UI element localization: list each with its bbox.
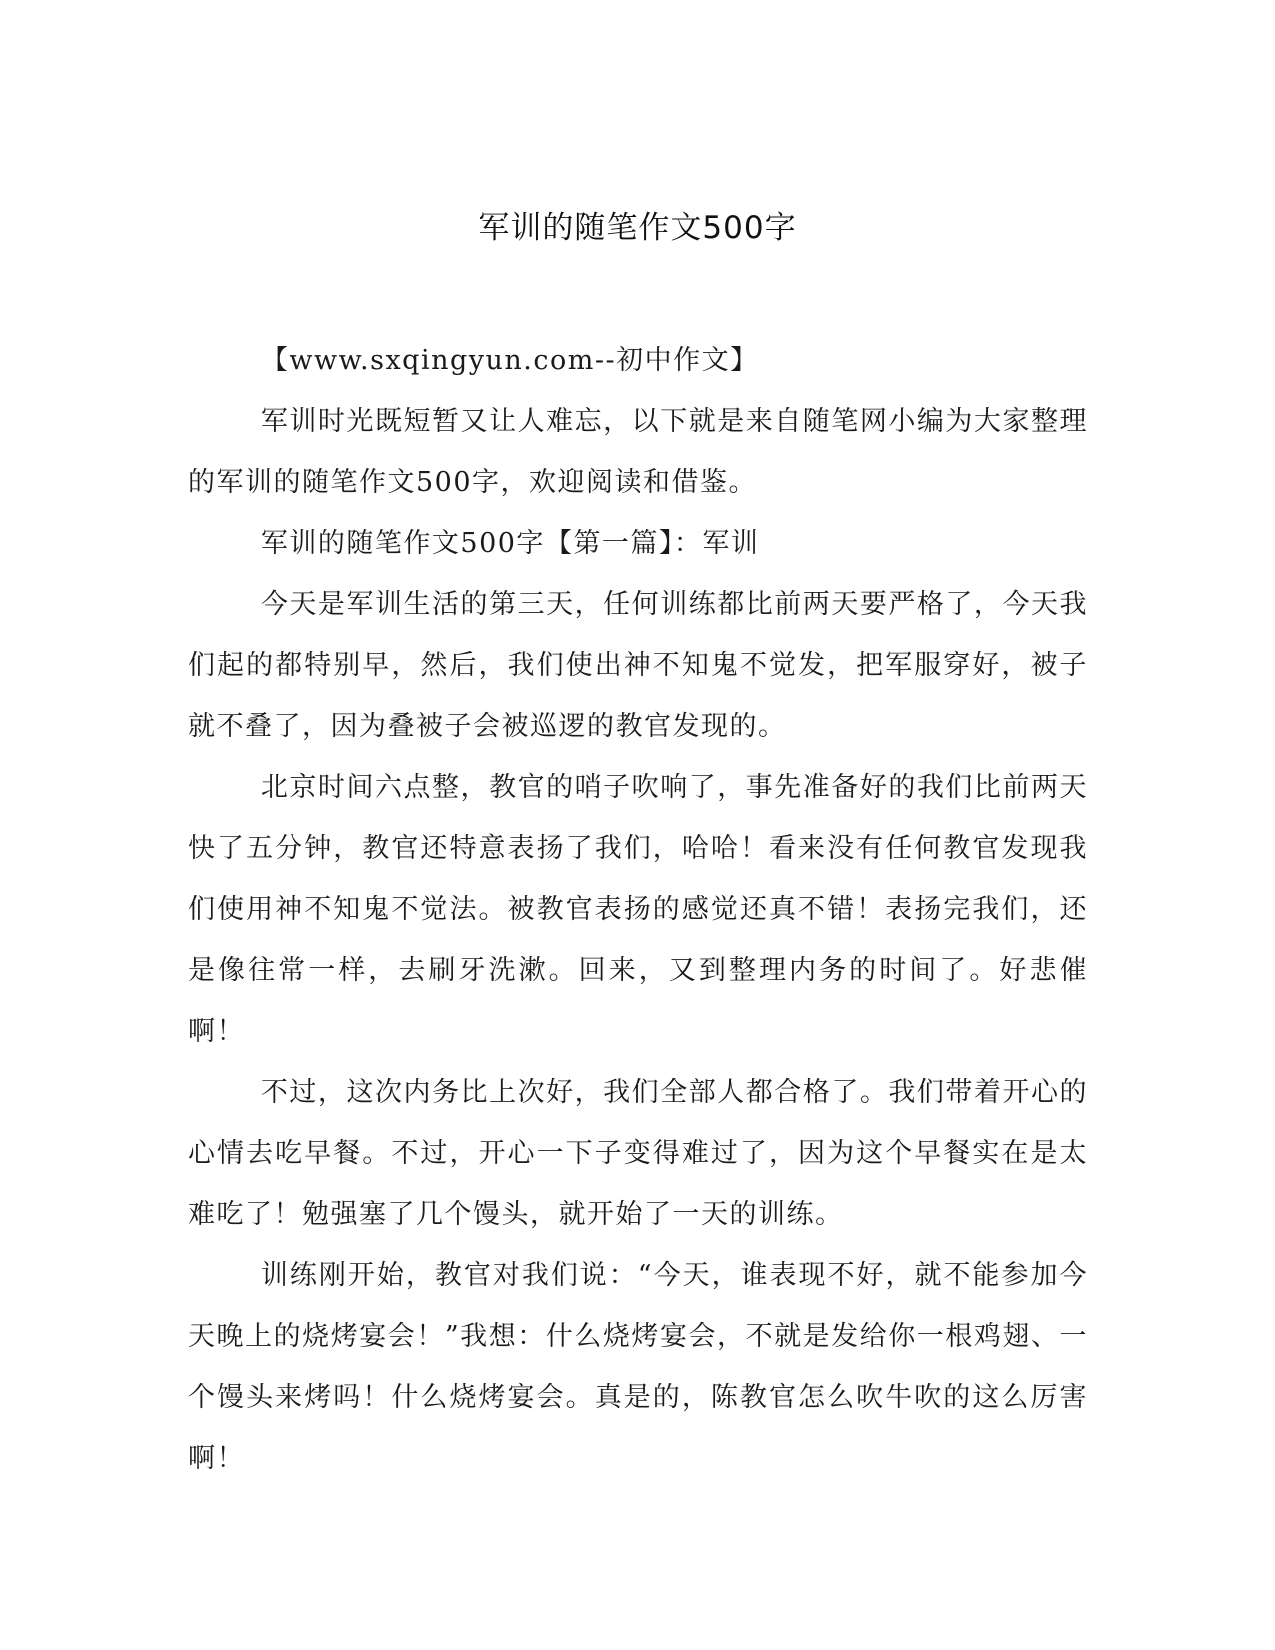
body-paragraph: 训练刚开始，教官对我们说：“今天，谁表现不好，就不能参加今天晚上的烧烤宴会！”我想：什么烧烤宴会，不就是发给你一根鸡翅、一个馒头来烤吗！什么烧烤宴会。真是的，陈教官怎么吹牛吹的这么厉害啊！	[188, 1260, 1088, 1474]
body-paragraph: 北京时间六点整，教官的哨子吹响了，事先准备好的我们比前两天快了五分钟，教官还特意表扬了我们，哈哈！看来没有任何教官发现我们使用神不知鬼不觉法。被教官表扬的感觉还真不错！表扬完我们，还是像往常一样，去刷牙洗漱。回来，又到整理内务的时间了。好悲催啊！	[188, 772, 1088, 1047]
body-paragraph: 今天是军训生活的第三天，任何训练都比前两天要严格了，今天我们起的都特别早，然后，我们使出神不知鬼不觉发，把军服穿好，被子就不叠了，因为叠被子会被巡逻的教官发现的。	[188, 589, 1088, 742]
section-heading: 军训的随笔作文500字【第一篇】：军训	[260, 528, 760, 559]
document-title: 军训的随笔作文500字	[478, 210, 797, 246]
source-line: 【www.sxqingyun.com--初中作文】	[260, 345, 759, 376]
document-body	[188, 330, 1088, 1489]
body-paragraph: 不过，这次内务比上次好，我们全部人都合格了。我们带着开心的心情去吃早餐。不过，开心一下子变得难过了，因为这个早餐实在是太难吃了！勉强塞了几个馒头，就开始了一天的训练。	[188, 1077, 1088, 1230]
intro-paragraph: 军训时光既短暂又让人难忘，以下就是来自随笔网小编为大家整理的军训的随笔作文500字，欢迎阅读和借鉴。	[188, 406, 1088, 498]
